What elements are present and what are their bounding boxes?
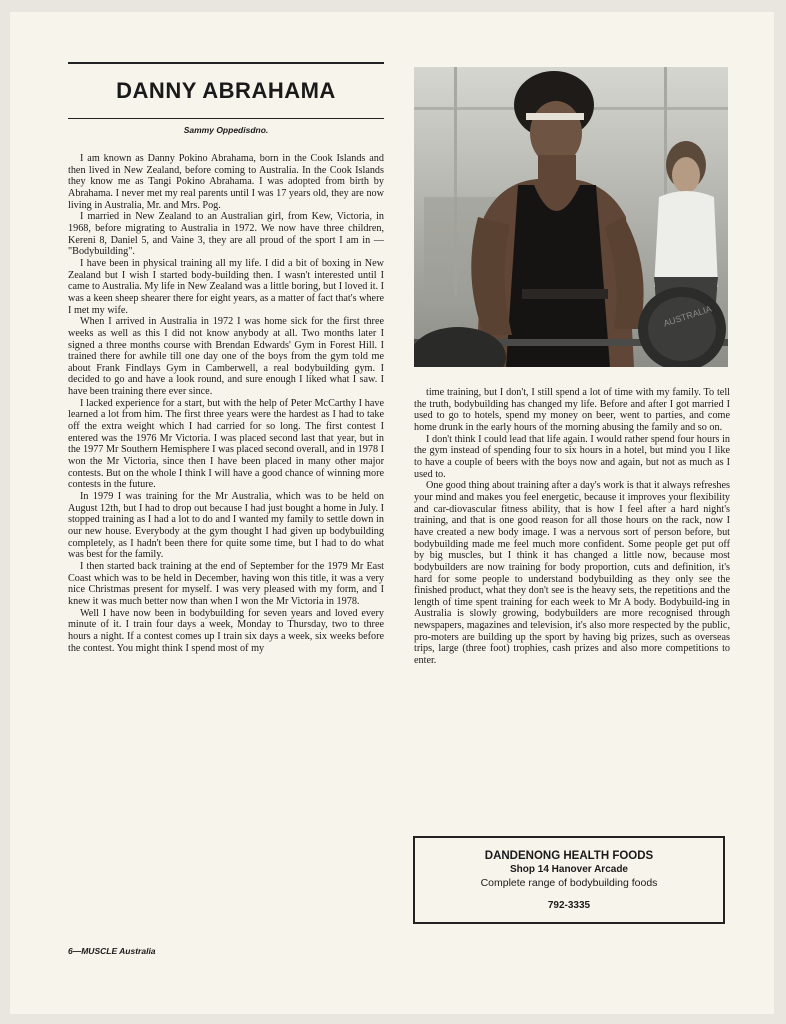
article-byline: Sammy Oppedisdno.	[183, 125, 269, 135]
article-left-column	[68, 62, 384, 654]
article-body-right	[414, 387, 730, 667]
plate-text: AUSTRALIA	[662, 303, 713, 329]
ad-description: Complete range of bodybuilding foods	[480, 877, 658, 889]
article-paragraph: I married in New Zealand to an Australian girl, from Kew, Victoria, in 1968, before migrating to Australia in 1972. We now have three children, Kereni 8, Daniel 5, and Vaine 3, they are all proud of the sport I am in — "Bodybuilding".	[68, 211, 384, 258]
article-body-left	[68, 153, 384, 654]
article-right-column	[414, 67, 730, 667]
advertisement-box	[413, 836, 725, 924]
article-paragraph: I then started back training at the end of September for the 1979 Mr East Coast which was to be held in December, having won this title, it was a very nice Christmas present for myself. I was very pleased with my form, and I knew it was much better now than when I won the Mr Victoria in 1978.	[68, 560, 384, 607]
bodybuilder-photo	[414, 67, 728, 367]
title-rule	[68, 118, 384, 119]
article-paragraph: In 1979 I was training for the Mr Australia, which was to be held on August 12th, but I had to drop out because I had just bought a home in July. I stopped training as I had a lot to do and I wanted my family to settle down in our new house. Everybody at the gym thought I had given up bodybuilding completely, as I hadn't been there for quite some time, but I had to do what was best for the family.	[68, 491, 384, 561]
article-paragraph: I am known as Danny Pokino Abrahama, born in the Cook Islands and then lived in New Zealand, before coming to Australia. In the Cook Islands they know me as Tangi Pokino Abrahama. I was adopted from birth by Abrahama. I never met my real parents until I was 17 years old, they are now living in Australia, Mr. and Mrs. Pog.	[68, 153, 384, 211]
article-paragraph: Well I have now been in bodybuilding for seven years and loved every minute of it. I train four days a week, Monday to Thursday, two to three hours a night. If a contest comes up I train six days a week, six weeks before the contest. You might think I spend most of my	[68, 607, 384, 654]
ad-store-name: DANDENONG HEALTH FOODS	[484, 850, 654, 862]
page-footer: 6—MUSCLE Australia	[68, 946, 156, 956]
ad-phone: 792-3335	[547, 900, 591, 911]
magazine-page	[10, 12, 774, 1014]
article-title: DANNY ABRAHAMA	[116, 78, 336, 103]
article-paragraph: I don't think I could lead that life again. I would rather spend four hours in the gym instead of spending four to six hours in a hotel, but mind you I like to have a couple of beers with the boys now and again, but not as much as I used to.	[414, 433, 730, 480]
article-paragraph: time training, but I don't, I still spend a lot of time with my family. To tell the truth, bodybuilding has changed my life. Before and after I got married I used to go to hotels, spend my money on beer, went to parties, and come home drunk in the early hours of the morning abusing the family and so on.	[414, 387, 730, 433]
article-paragraph: When I arrived in Australia in 1972 I was home sick for the first three weeks as well as this I did not know anybody at all. Two months later I signed a three months course with Brendan Edwards' Gym in Forest Hill. I trained there for awhile till one day one of the boys from the gym told me about Frank Findlays Gym in Camberwell, a real bodybuilding gym. I decided to go and have a look round, and sure enough I liked what I saw. I have been training there ever since.	[68, 316, 384, 398]
photo-illustration	[414, 67, 728, 367]
article-paragraph: One good thing about training after a day's work is that it always refreshes your mind and makes you feel energetic, because it improves your flexibility and car-diovascular fitness ability, that is how I feel after a hard night's training, and that is one good reason for all those hours on the rack, now I have created a new body image. I was a nervous sort of person before, but bodybuilding made me feel much more confident. Some people get put off by big muscles, but I think it has changed a little now, because most bodybuilders are now training for body proportion, cuts and definition, it's hard for some people to understand bodybuilding as they only see the finished product, what they don't see is the heavy sets, the repetitions and the length of time spent training for each week to Mr A body. Bodybuild-ing in Australia is slowly growing, bodybuilders are more recognised through newspapers, magazines and television, it's also more respected by the public, pro-moters are building up the sport by having big prizes, such as overseas trips, large (three foot) trophies, cash prizes and also more competitions to enter.	[414, 480, 730, 667]
ad-address: Shop 14 Hanover Arcade	[509, 864, 628, 875]
top-rule	[68, 62, 384, 64]
article-paragraph: I lacked experience for a start, but with the help of Peter McCarthy I have learned a lot from him. The first three years were the hardest as I had to take off the extra weight which I had carried for so long. The first contest I entered was the 1976 Mr Victoria. I was placed second last that year, but in the 1977 Mr Southern Hemisphere I was placed second overall, and in 1978 I won the Mr Victoria, since then I have been placed in many other major contests. But on the whole I think I will have a good chance of winning more contests in the future.	[68, 397, 384, 491]
article-paragraph: I have been in physical training all my life. I did a bit of boxing in New Zealand but I wish I started body-building then. I wasn't interested until I came to Australia. My life in New Zealand was a little boring, but I loved it. I was a keen sheep shearer there for eight years, as a matter of fact that's where I met my wife.	[68, 257, 385, 316]
